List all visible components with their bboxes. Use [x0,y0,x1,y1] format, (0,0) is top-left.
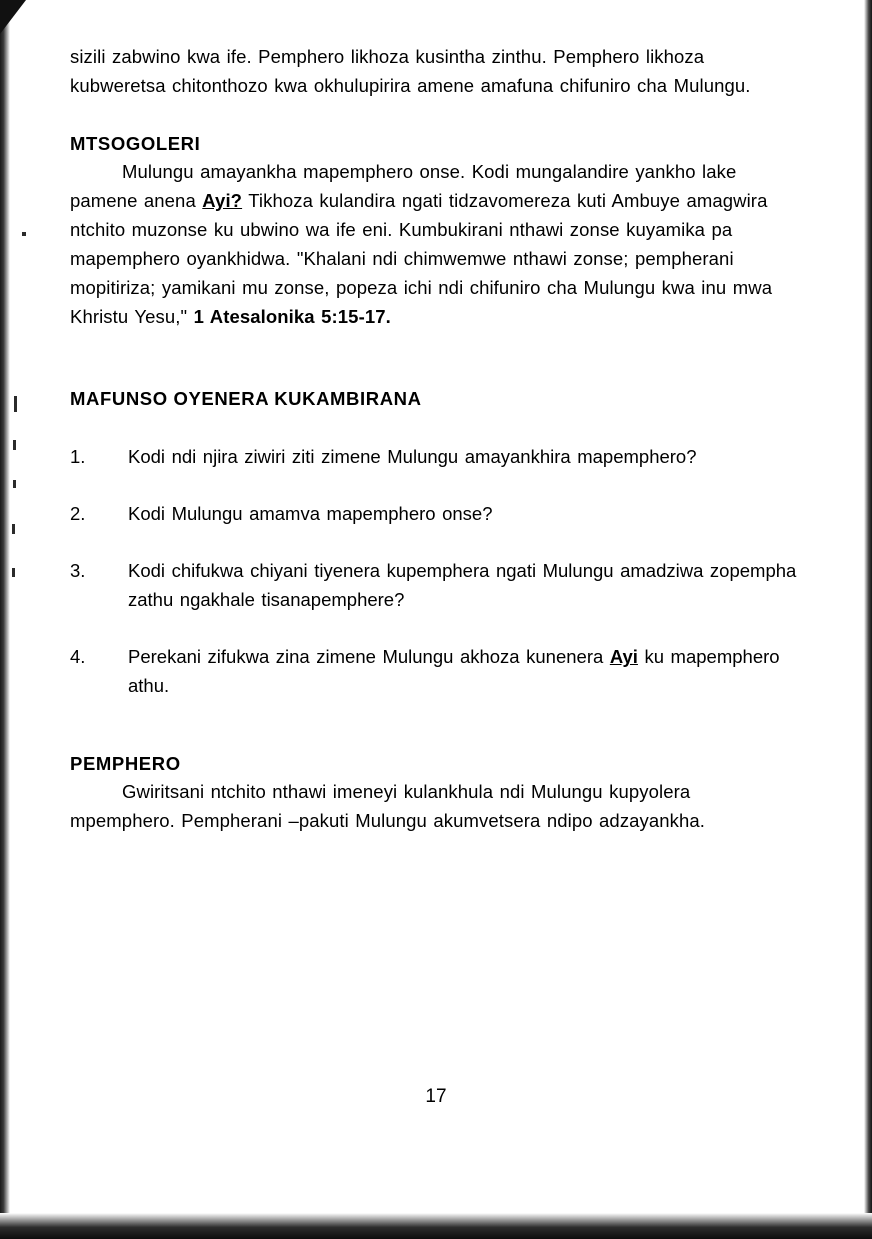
question-text: Kodi ndi njira ziwiri ziti zimene Mulungu amayankhira mapemphero? [128,446,697,467]
top-paragraph: sizili zabwino kwa ife. Pemphero likhoza kusintha zinthu. Pemphero likhoza kubweretsa chitonthozo kwa okhulupirira amene amafuna chifuniro cha Mulungu. [70,46,751,96]
list-item [70,642,800,700]
emphasis-ayi-question: Ayi? [202,190,243,211]
spacer [70,331,800,385]
question-text: Kodi Mulungu amamva mapemphero onse? [128,503,493,524]
question-number: 3. [70,560,86,581]
heading-pemphero: PEMPHERO [70,753,181,774]
spacer [70,100,800,130]
page-edge-right-shadow [864,0,872,1239]
scripture-reference: 1 Atesalonika 5:15-17. [193,306,391,327]
page-content [70,42,800,835]
spacer [70,412,800,442]
spacer [70,728,800,750]
page-corner-artifact [0,0,26,34]
question-text-after: ku mapemphero athu. [128,646,780,696]
scan-speck [22,232,26,236]
mtsogoleri-body-part2: Tikhoza kulandira ngati tidzavomereza kuti Ambuye amagwira ntchito muzonse ku ubwino wa ife eni. Kumbukirani nthawi zonse kuyamika pa mapemphero oyankhidwa. "Khalani ndi chimwemwe nthawi zonse; pempherani mopitiriza; yamikani mu zonse, popeza ichi ndi chifuniro cha Mulungu kwa inu mwa Khristu Yesu," [70,190,773,327]
scan-speck [12,524,15,534]
question-text-before: Perekani zifukwa zina zimene Mulungu akhoza kunenera [128,646,610,667]
heading-mafunso: MAFUNSO OYENERA KUKAMBIRANA [70,388,422,409]
question-number: 1. [70,446,86,467]
page-edge-left-shadow [0,0,10,1239]
list-item [70,556,800,614]
pemphero-body: Gwiritsani ntchito nthawi imeneyi kulankhula ndi Mulungu kupyolera mpemphero. Pempherani –pakuti Mulungu akumvetsera ndipo adzayankha. [70,781,706,831]
question-text: Kodi chifukwa chiyani tiyenera kupemphera ngati Mulungu amadziwa zopempha zathu ngakhale tisanapemphere? [128,560,797,610]
heading-mtsogoleri: MTSOGOLERI [70,133,201,154]
mtsogoleri-body [70,157,800,331]
emphasis-ayi: Ayi [609,646,638,667]
scan-speck [13,440,16,450]
scan-speck [14,396,17,412]
discussion-questions-list [70,442,800,700]
question-number: 4. [70,646,86,667]
list-item [70,442,800,471]
scan-speck [13,480,16,488]
scan-speck [12,568,15,577]
mtsogoleri-body-part1: Mulungu amayankha mapemphero onse. Kodi mungalandire yankho lake pamene anena [70,161,737,211]
list-item [70,499,800,528]
question-number: 2. [70,503,86,524]
page-number: 17 [425,1086,447,1107]
question-text [128,642,800,700]
page-edge-bottom-shadow [0,1213,872,1239]
